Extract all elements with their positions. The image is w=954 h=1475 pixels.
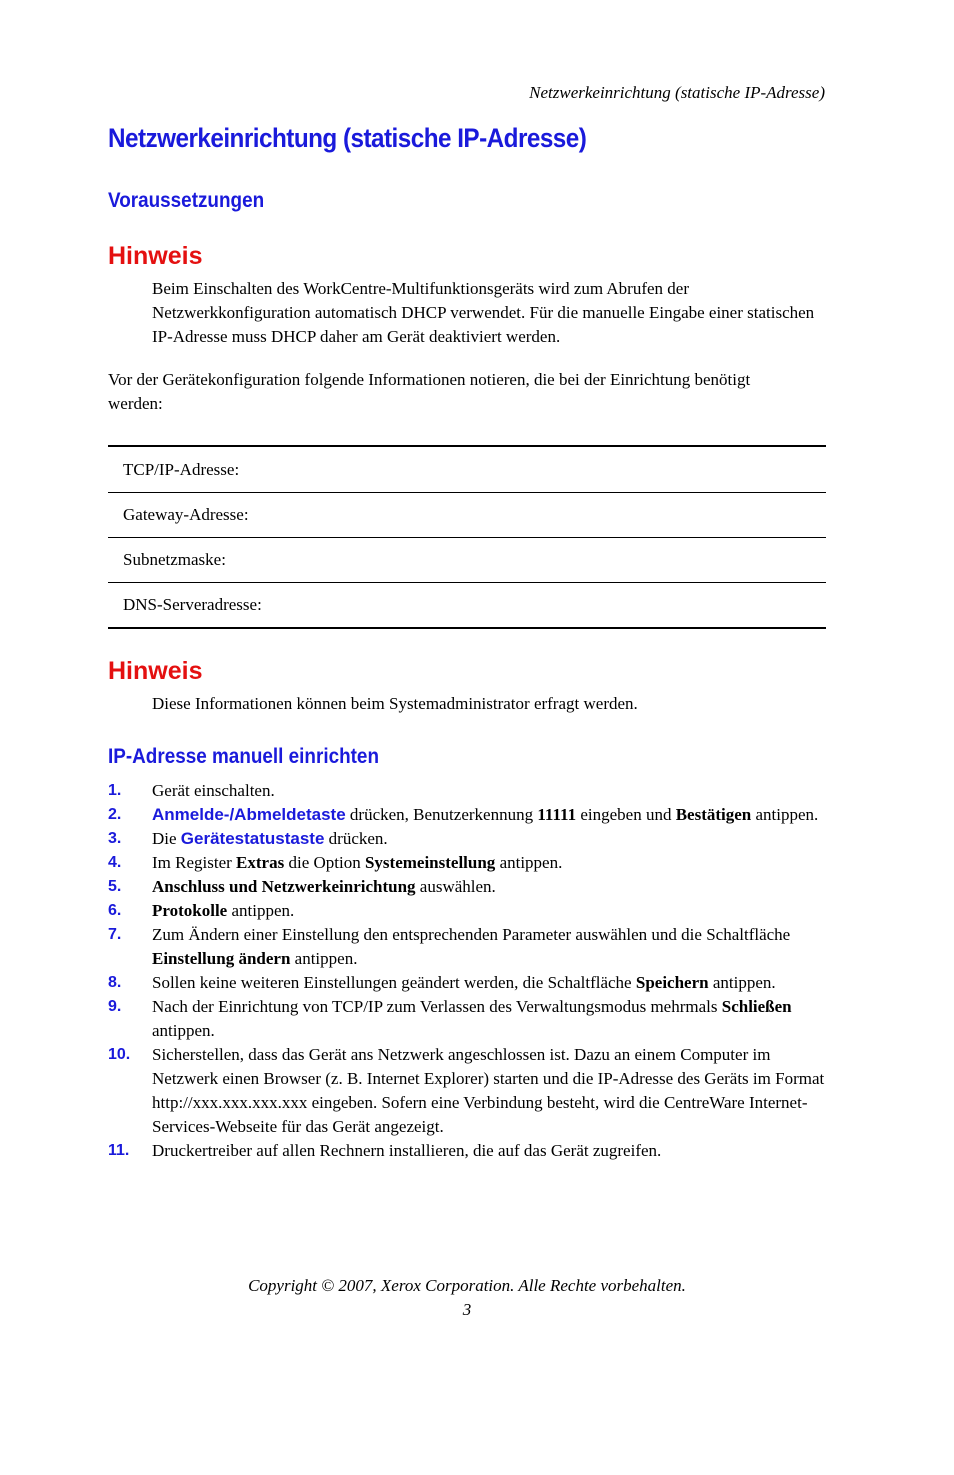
step-number: 3. [108,830,122,847]
step-text: Zum Ändern einer Einstellung den entsprechenden Parameter auswählen und die Schaltfläche [152,925,791,944]
emphasis-text: Protokolle [152,901,228,920]
list-item [108,827,826,851]
step-text: Nach der Einrichtung von TCP/IP zum Verlassen des Verwaltungsmodus mehrmals [152,997,722,1016]
emphasis-text: Anschluss und Netzwerkeinrichtung [152,877,416,896]
note-title: Hinweis [108,242,203,270]
step-text: Gerät einschalten. [152,781,275,800]
list-item [108,1139,826,1163]
list-item [108,851,826,875]
list-item [108,875,826,899]
list-item [108,995,826,1043]
step-number: 8. [108,974,122,991]
list-item [108,899,826,923]
table-row [108,447,826,492]
emphasis-text: Einstellung ändern [152,949,291,968]
step-number: 5. [108,878,122,895]
steps-list [108,779,826,1163]
step-number: 11. [108,1142,130,1159]
step-text: Im Register [152,853,237,872]
step-text: auswählen. [415,877,496,896]
list-item [108,779,826,803]
list-item [108,971,826,995]
table-row-label: Subnetzmaske: [123,550,226,569]
step-number: 4. [108,854,122,871]
key-name: Anmelde-/Abmeldetaste [152,805,346,824]
info-table [108,445,826,629]
step-text: antippen. [495,853,563,872]
emphasis-text: Systemeinstellung [364,853,496,872]
step-number: 10. [108,1046,131,1063]
running-header: Netzwerkeinrichtung (statische IP-Adresse) [529,83,825,102]
table-row [108,492,826,537]
emphasis-text: Schließen [721,997,792,1016]
note-title: Hinweis [108,657,203,685]
step-text: eingeben und [576,805,676,824]
key-name: Gerätestatustaste [180,829,325,848]
page-number: 3 [462,1300,472,1319]
step-text: antippen. [152,1021,215,1040]
table-row-label: DNS-Serveradresse: [123,595,262,614]
step-text: antippen. [751,805,819,824]
note-text: Diese Informationen können beim Systemadministrator erfragt werden. [152,694,638,713]
list-item [108,803,826,827]
list-item [108,923,826,971]
step-text: die Option [284,853,365,872]
step-number: 2. [108,806,122,823]
step-text: antippen. [290,949,358,968]
section-heading-ip-setup: IP-Adresse manuell einrichten [108,745,379,768]
step-number: 6. [108,902,122,919]
table-row-label: TCP/IP-Adresse: [123,459,240,479]
emphasis-text: Extras [236,853,285,872]
step-number: 7. [108,926,122,943]
step-text: Druckertreiber auf allen Rechnern installieren, die auf das Gerät zugreifen. [152,1141,662,1160]
intro-paragraph: Vor der Gerätekonfiguration folgende Informationen notieren, die bei der Einrichtung benötigt werden: [108,370,751,413]
step-number: 1. [108,782,122,799]
page-title: Netzwerkeinrichtung (statische IP-Adresse) [108,123,587,153]
copyright-text: Copyright © 2007, Xerox Corporation. Alle Rechte vorbehalten. [248,1276,686,1295]
step-text: Sicherstellen, dass das Gerät ans Netzwerk angeschlossen ist. Dazu an einem Computer im Netzwerk einen Browser (z. B. Internet Explorer) starten und die IP-Adresse des Geräts im Format http://xxx.xxx.xxx.xxx eingeben. Sofern eine Verbindung besteht, wird die CentreWare Internet-Services-Webseite für das Gerät angezeigt. [152,1045,825,1136]
step-number: 9. [108,998,122,1015]
emphasis-text: Bestätigen [675,805,752,824]
step-text: drücken. [324,829,388,848]
emphasis-text: 11111 [537,805,577,824]
step-text: Die [152,829,181,848]
step-text: antippen. [227,901,295,920]
section-heading-prerequisites: Voraussetzungen [108,189,265,212]
step-text: Sollen keine weiteren Einstellungen geändert werden, die Schaltfläche [152,973,636,992]
emphasis-text: Speichern [635,973,709,992]
table-row [108,582,826,627]
note-text: Beim Einschalten des WorkCentre-Multifunktionsgeräts wird zum Abrufen der Netzwerkkonfiguration automatisch DHCP verwendet. Für die manuelle Eingabe einer statischen IP-Adresse muss DHCP daher am Gerät deaktiviert werden. [152,279,815,346]
table-row-label: Gateway-Adresse: [123,505,249,524]
page-footer [0,1274,934,1322]
list-item [108,1043,826,1139]
table-row [108,537,826,582]
step-text: drücken, Benutzerkennung [345,805,538,824]
step-text: antippen. [708,973,776,992]
